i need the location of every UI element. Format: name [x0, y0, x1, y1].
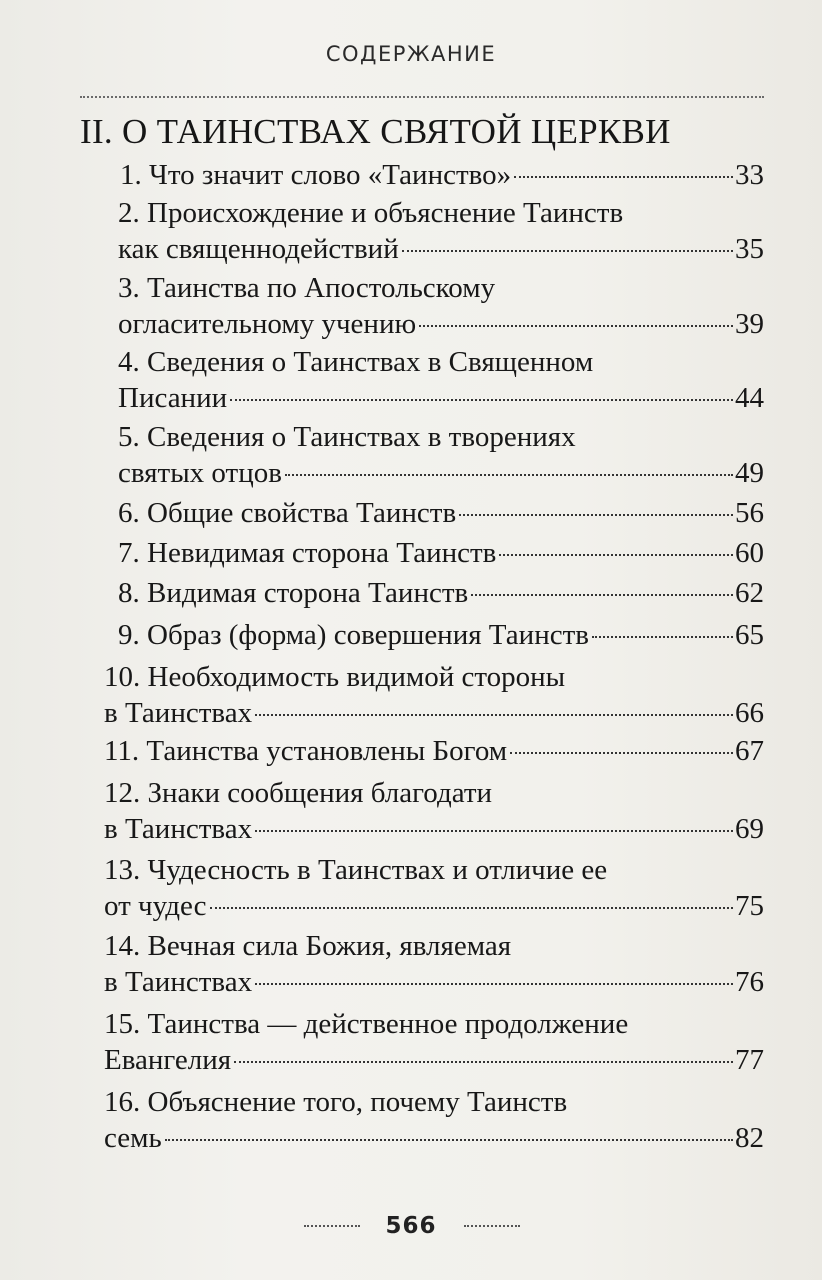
toc-line — [104, 733, 764, 769]
dot-leader — [499, 554, 733, 556]
running-head: СОДЕРЖАНИЕ — [325, 42, 497, 66]
toc-entry-title: 7. Невидимая сторона Таинств — [118, 537, 497, 569]
toc-entry-4 — [118, 344, 764, 416]
toc-entry-2 — [118, 195, 764, 267]
toc-entry-title: 11. Таинства установлены Богом — [104, 735, 508, 767]
dot-leader — [402, 250, 733, 252]
toc-page-number: 82 — [735, 1122, 764, 1154]
toc-entry-12 — [104, 775, 764, 847]
toc-page-number: 69 — [735, 813, 764, 845]
page-number: 566 — [385, 1213, 437, 1239]
toc-page-number: 67 — [735, 735, 764, 767]
toc-entry-title-cont: от чудес — [104, 890, 207, 922]
toc-page-number: 66 — [735, 697, 764, 729]
toc-line — [104, 852, 764, 888]
toc-page-number: 77 — [735, 1044, 764, 1076]
toc-page-number: 33 — [735, 159, 764, 191]
toc-entry-title: 8. Видимая сторона Таинств — [118, 577, 469, 609]
dot-leader — [255, 830, 733, 832]
toc-entry-title: 4. Сведения о Таинствах в Священном — [118, 346, 594, 378]
dot-leader — [165, 1139, 733, 1141]
toc-line — [104, 1042, 764, 1078]
toc-line — [118, 535, 764, 571]
dot-leader — [471, 594, 733, 596]
toc-entry-14 — [104, 928, 764, 1000]
toc-page-number: 60 — [735, 537, 764, 569]
toc-entry-title-cont: в Таинствах — [104, 813, 253, 845]
dot-leader — [514, 176, 733, 178]
toc-entry-title-cont: огласительному учению — [118, 308, 417, 340]
toc-line — [104, 928, 764, 964]
toc-line — [104, 1084, 764, 1120]
toc-entry-title: 9. Образ (форма) совершения Таинств — [118, 619, 589, 651]
toc-page-number: 39 — [735, 308, 764, 340]
toc-entry-title: 13. Чудесность в Таинствах и отличие ее — [104, 854, 608, 886]
toc-entry-title: 6. Общие свойства Таинств — [118, 497, 457, 529]
toc-page-number: 35 — [735, 233, 764, 265]
dot-leader — [510, 752, 733, 754]
dot-leader — [234, 1061, 733, 1063]
toc-page-number: 62 — [735, 577, 764, 609]
toc-entry-8 — [118, 575, 764, 611]
toc-entry-title: 10. Необходимость видимой стороны — [104, 661, 566, 693]
toc-line — [104, 1006, 764, 1042]
footer-dash-right — [464, 1225, 520, 1227]
dot-leader — [230, 399, 733, 401]
toc-entry-title-cont: как священнодействий — [118, 233, 399, 265]
toc-line — [118, 495, 764, 531]
toc-page-number: 44 — [735, 382, 764, 414]
toc-line — [118, 231, 764, 267]
toc-line — [104, 695, 764, 731]
toc-page-number: 49 — [735, 457, 764, 489]
toc-line — [118, 344, 764, 380]
dot-leader — [255, 714, 733, 716]
toc-entry-title: 16. Объяснение того, почему Таинств — [104, 1086, 568, 1118]
toc-entry-title: 3. Таинства по Апостольскому — [118, 272, 496, 304]
toc-line — [104, 775, 764, 811]
toc-line — [118, 575, 764, 611]
toc-line — [118, 455, 764, 491]
toc-entry-16 — [104, 1084, 764, 1156]
toc-page-number: 65 — [735, 619, 764, 651]
toc-entry-5 — [118, 419, 764, 491]
dot-leader — [419, 325, 733, 327]
toc-entry-title: 5. Сведения о Таинствах в творениях — [118, 421, 576, 453]
toc-entry-9 — [118, 617, 764, 653]
toc-entry-7 — [118, 535, 764, 571]
toc-page-number: 76 — [735, 966, 764, 998]
dot-leader — [285, 474, 733, 476]
dot-leader — [210, 907, 733, 909]
toc-entry-title-cont: в Таинствах — [104, 697, 253, 729]
dot-leader — [459, 514, 733, 516]
toc-entry-15 — [104, 1006, 764, 1078]
toc-entry-10 — [104, 659, 764, 731]
toc-entry-11 — [104, 733, 764, 769]
toc-entry-title-cont: Евангелия — [104, 1044, 232, 1076]
toc-line — [118, 380, 764, 416]
toc-entry-13 — [104, 852, 764, 924]
toc-entry-title-cont: в Таинствах — [104, 966, 253, 998]
toc-line — [118, 306, 764, 342]
toc-page-number: 75 — [735, 890, 764, 922]
header-dotted-rule — [80, 96, 764, 98]
dot-leader — [592, 636, 733, 638]
toc-line — [104, 888, 764, 924]
toc-entry-title: 12. Знаки сообщения благодати — [104, 777, 493, 809]
toc-line — [104, 1120, 764, 1156]
toc-page-number: 56 — [735, 497, 764, 529]
toc-line — [118, 617, 764, 653]
toc-entry-title-cont: семь — [104, 1122, 162, 1154]
toc-line — [104, 964, 764, 1000]
toc-entry-title-cont: святых отцов — [118, 457, 282, 489]
toc-entry-title: 15. Таинства — действенное продолжение — [104, 1008, 629, 1040]
dot-leader — [255, 983, 733, 985]
toc-line — [104, 811, 764, 847]
section-title: II. О ТАИНСТВАХ СВЯТОЙ ЦЕРКВИ — [80, 112, 671, 151]
toc-entry-title: 1. Что значит слово «Таинство» — [120, 159, 512, 191]
toc-entry-title-cont: Писании — [118, 382, 228, 414]
toc-entry-title: 14. Вечная сила Божия, являемая — [104, 930, 512, 962]
toc-entry-title: 2. Происхождение и объяснение Таинств — [118, 197, 624, 229]
toc-line — [118, 419, 764, 455]
toc-line — [104, 659, 764, 695]
toc-entry-3 — [118, 270, 764, 342]
toc-line — [118, 270, 764, 306]
toc-line — [118, 195, 764, 231]
toc-line — [120, 157, 764, 193]
toc-entry-6 — [118, 495, 764, 531]
toc-entry-1 — [120, 157, 764, 193]
